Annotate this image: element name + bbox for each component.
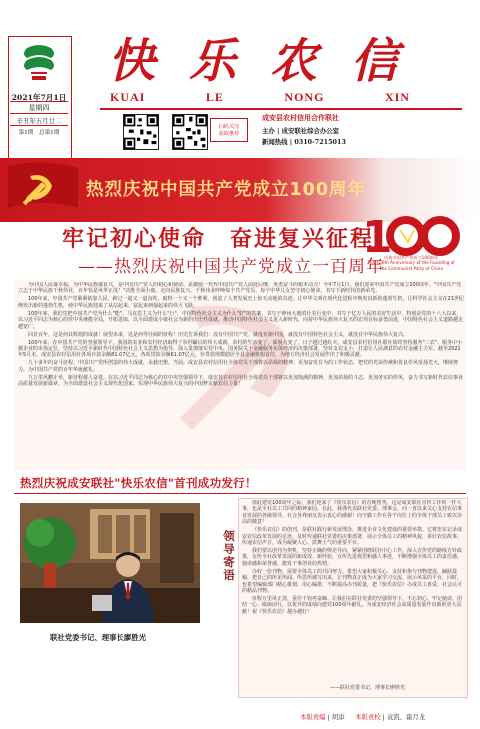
issue-date: 2021年7月1日 [11, 93, 67, 102]
pinyin-word: XIN [384, 90, 410, 104]
pinyin-word: NONG [284, 90, 325, 104]
divider [10, 101, 68, 102]
footer-separator [347, 713, 353, 721]
title-char: 乐 [189, 34, 236, 89]
divider [10, 125, 68, 126]
news-hotline: 新闻热线 | 0310-7215013 [262, 138, 346, 146]
rural-credit-logo [17, 42, 61, 86]
qr-caption: 扫码关注 获取推荐 [210, 118, 248, 142]
newspaper-title [108, 32, 398, 92]
centenary-caption: 庆祝中国共产党成立100周年 The 100th Anniversary of the Founding of The Communist Party of China [367, 255, 455, 271]
headline-sub: ——热烈庆祝中国共产党成立一百周年 [78, 257, 384, 277]
headline-main: 牢记初心使命 奋进复兴征程 [62, 226, 375, 252]
footer-separator: | [382, 713, 387, 721]
title-char: 快 [108, 34, 155, 89]
article-body [18, 282, 464, 470]
title-char: 农 [270, 34, 317, 89]
message-signature: ——联社党委书记、理事长廖胜光 [330, 685, 406, 691]
pinyin-word: LE [205, 90, 224, 104]
article-paragraph: 回首百年，这是何其辉煌的成就！展望未来，这是何等壮阔的征程！历史告诉我们：没有中国共产党，就没有新中国，就没有中国特色社会主义，就没有中华民族伟大复兴。 [28, 331, 409, 338]
section-title: 热烈庆祝成安联社"快乐农信"首刊成功发行！ [20, 476, 257, 490]
message-paragraph: 征程万里风正劲，重任千钧再奋蹄。让我们在联社党委的坚强领导下，不忘初心、牢记使命，团结一心、砥砺前行，以优异的成绩向建党100周年献礼，为成安经济社会高质量发展作出新的更大贡献！祝《快乐农信》越办越好！ [242, 596, 463, 615]
title-char: 信 [351, 34, 398, 89]
page-footer [300, 712, 425, 721]
article-paragraph: 100年来，中国共产党紧紧依靠人民，跨过一道又一道沟坎，取得一个又一个胜利，创造了人类发展史上惊天动地的奇迹，让中华文明在现代化进程中焕发出新的蓬勃生机，让科学社会主义在21世纪焕发出新的蓬勃生机，使中华民族迎来了从站起来、富起来到强起来的伟大飞跃。 [18, 296, 464, 309]
footer-separator: | [327, 713, 332, 721]
article-paragraph: 九十多年的奋斗征程，中国共产党所创造的伟大成就，永载史册。当前，成安县农村信用社全体党员干部将以昂扬的精神、更加奋发有为的工作状态，把党的光荣传统和优良作风发扬光大，继续努力。为中国共产党的百年华诞献礼。 [18, 360, 459, 373]
svg-text:1: 1 [362, 212, 393, 258]
qr-code-icon[interactable] [172, 114, 208, 150]
qr-code-icon[interactable] [123, 114, 159, 150]
editor-name: 胡添 [331, 713, 345, 721]
article-paragraph: 100年来，我们党把中国共产党为什么"能"、马克思主义为什么"行"、中国特色社会主义为什么"好"的答案，书写于神州大地的壮美巨变中，书写于亿万人民的美好生活中。特别是党的十八大以来，以习近平同志为核心的党中央统揽全局，开拓进取，以全面建成小康社会为新的历史性成就，推动中国特色社会主义进入新时代，向着中华民族伟大复兴的宏伟目标奋勇前进，中国特色社会主义道路越走越宽广。 [18, 310, 464, 330]
message-paragraph: 值此建党100周年之际，我们迎来了《快乐农信》的首期创刊。这是成安联社宣传工作的一件大事，也是全社员工共同的精神家园。在此，我谨代表联社党委、理事会，向一直以来关心支持农信事业发展的各级领导、社会各界朋友表示衷心的感谢！向辛勤工作在各个岗位上的全体干部员工致以崇高的敬意！ [242, 500, 463, 526]
divider [14, 493, 466, 494]
divider [10, 113, 68, 114]
publisher-host: 主办 | 成安联社综合办公室 [262, 127, 340, 135]
message-paragraph: 我们要以创刊为契机，坚持正确的舆论导向，紧紧围绕联社中心工作，深入宣传党的路线方针政策，宣传全社改革发展的新成效、新经验，宣传先进典型和感人事迹，不断增强全体员工的责任感、使命感和荣誉感，激发干事创业的热情。 [242, 548, 463, 567]
message-paragraph: 《快乐农信》的创刊，是联社践行新发展理念、推进企业文化建设的重要举措。它将忠实记录成安农信改革发展的足迹，及时传递联社党委的决策部署，展示全体员工的精神风貌，讲好农信故事，传递农信声音，成为凝聚人心、鼓舞士气的重要平台。 [242, 527, 463, 547]
publisher-name: 成安县农村信用合作联社 [262, 113, 339, 122]
leader-message-label: 领导寄语 [223, 529, 235, 582]
divider [100, 108, 462, 110]
message-paragraph: 办好一份刊物，需要全体员工的共同努力。希望大家积极关心、支持和参与刊物建设，踊跃投稿，把自己的所见所闻、所思所感写出来，让刊物真正成为大家学习交流、展示风采的平台。同时，也希望编辑部门精心策划、用心编排，不断提高办刊质量，把《快乐农信》办成员工喜爱、社会认可的精品刊物。 [242, 568, 463, 595]
pinyin-word: KUAI [110, 90, 146, 104]
banner-title: 热烈庆祝中国共产党成立100周年 [86, 180, 367, 200]
article-paragraph: 为中国人民谋幸福，为中华民族谋复兴，是中国共产党人的初心和使命。是激励一代代中国共产党人前赴后继、英勇奋斗的根本动力！今年7月1日，我们迎来中国共产党成立100周年。"中国共产党立志于中华民族千秋伟业，百年恰是风华正茂！"决胜全面小康，走向民族复兴，千秋伟业呼唤每个共产党员、每个中华儿女坚守初心使命，书写下新时代的新荣光。 [18, 282, 462, 295]
article-paragraph: 九万里风鹏正举，新征程催人奋进。在以习近平同志为核心的党中央坚强领导下，成安县农村信用社全体党员干部将以更加饱满的精神、更加昂扬的斗志、更加务实的作风，奋力书写新时代农信事业高质量发展新篇章，为全面建设社会主义现代化国家、实现中华民族伟大复兴的中国梦贡献农信力量！ [18, 374, 464, 388]
editor-label: 本版责编 [300, 713, 326, 721]
photo-caption: 联社党委书记、理事长廖胜光 [50, 633, 147, 642]
article-paragraph: 100年来，在中国共产党的坚强领导下，我国的农业和农村经济取得了举世瞩目的伟大成就。农村的生活变了，面貌大变了，日子越过越红火。成安县农村信用社联社始终坚持服务"三农"、服务中小微企业的市场定位，坚持以习近平新时代中国特色社会主义思想为指导，深入贯彻落实党中央、国务院关于金融服务实体经济的决策部署，坚持支农支小，打造让人民满意的农村金融主力军。截至2021年5月末，成安县农村信用社各项存款余额81.07亿元，各项贷款余额61.07亿元，存贷款规模稳居全县金融机构首位，为地方经济社会发展作出了积极贡献。 [18, 339, 463, 359]
leader-portrait-photo [20, 503, 200, 623]
party-emblem-icon [8, 158, 78, 220]
lunar-date: 辛丑年五月廿二 [16, 117, 62, 125]
proofreader-label: 本版责校 [355, 713, 381, 721]
leader-message-body [242, 500, 464, 682]
issue-weekday: 星期四 [28, 104, 50, 112]
title-pinyin [110, 90, 410, 105]
issue-number: 第1期 总第1期 [18, 130, 60, 136]
proofreader-name: 袁凯、霍月龙 [386, 713, 426, 721]
